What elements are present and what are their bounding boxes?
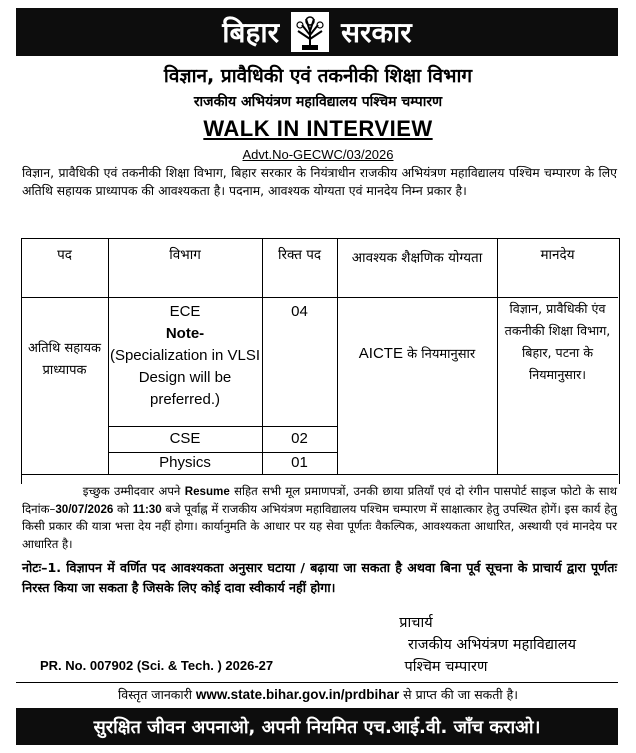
- vacancy-physics: 01: [291, 454, 308, 471]
- signature-college: राजकीय अभियंत्रण महाविद्यालय: [408, 637, 576, 653]
- ece-note-label: Note-: [165, 325, 205, 342]
- qualification-rule: के नियमानुसार: [402, 347, 476, 362]
- post-name: अतिथि सहायक प्राध्यापक: [27, 341, 102, 378]
- vacancy-ece: 04: [291, 303, 308, 320]
- header-right-text: सरकार: [341, 16, 412, 49]
- college-title: राजकीय अभियंत्रण महाविद्यालय पश्चिम चम्पारण: [193, 94, 443, 110]
- instructions-paragraph: [22, 483, 617, 553]
- ece-note-text: (Specialization in VLSI Design will be preferred.): [109, 347, 261, 408]
- signature-location: पश्चिम चम्पारण: [404, 659, 488, 675]
- instructions-text: इच्छुक उम्मीदवार अपने: [82, 484, 185, 498]
- footer-divider: [16, 682, 618, 683]
- pr-number: PR. No. 007902 (Sci. & Tech. ) 2026-27: [40, 658, 274, 673]
- walk-in-title: WALK IN INTERVIEW: [203, 116, 433, 141]
- instructions-text: सहित सभी मूल प्रमाणपत्रों, उनकी छाया प्रतियाँ एवं दो रंगीन पासपोर्ट साइज फोटो के साथ दिनांक–: [22, 484, 617, 516]
- signature-title: प्राचार्य: [399, 615, 433, 631]
- header-left-text: बिहार: [222, 16, 280, 49]
- table-bottom-border: [21, 474, 618, 475]
- department-title: विज्ञान, प्रावैधिकी एवं तकनीकी शिक्षा विभाग: [163, 65, 473, 87]
- vacancy-cse: 02: [291, 430, 308, 447]
- dept-ece-label: ECE: [169, 303, 201, 320]
- bodhi-tree-emblem-icon: [289, 11, 331, 53]
- footer-info: [0, 686, 636, 703]
- header-department: विभाग: [169, 247, 201, 263]
- advt-number: Advt.No-GECWC/03/2026: [242, 147, 394, 162]
- qualification-aicte: AICTE: [358, 345, 403, 362]
- footer-url-link[interactable]: www.state.bihar.gov.in/prdbihar: [195, 687, 400, 702]
- honorarium-cell: विज्ञान, प्रावैधिकी एंव तकनीकी शिक्षा विभाग, बिहार, पटना के नियमानुसार।: [504, 301, 611, 382]
- instructions-text: बजे पूर्वाह्न में राजकीय अभियंत्रण महाविद्यालय पश्चिम चम्पारण में साक्षात्कार हेतु उपस्थित होगें। इस कार्य हेतु किसी प्रकार की यात्रा भत्ता देय नहीं होगा। कार्यानुमति के आधार पर यह सेवा पूर्णतः वैकल्पिक, आवश्यकता आधारित, अस्थायी एवं मानदेय पर आधारित है।: [22, 501, 617, 551]
- footer-prefix: विस्तृत जानकारी: [118, 687, 196, 702]
- dept-physics: Physics: [159, 454, 211, 471]
- instructions-text: को: [113, 501, 133, 516]
- header-qualification: आवश्यक शैक्षणिक योग्यता: [351, 250, 483, 266]
- interview-date: 30/07/2026: [55, 502, 114, 516]
- interview-time: 11:30: [132, 502, 162, 516]
- header-vacancy: रिक्त पद: [277, 247, 322, 263]
- dept-ece: [108, 301, 262, 411]
- intro-paragraph: विज्ञान, प्रावैधिकी एवं तकनीकी शिक्षा विभाग, बिहार सरकार के नियंत्राधीन राजकीय अभियंत्रण महाविद्यालय पश्चिम चम्पारण के लिए अतिथि सहायक प्राध्यापक की आवश्यकता है। पदनाम, आवश्यक योग्यता एवं मानदेय निम्न प्रकार है।: [22, 165, 617, 198]
- footer-suffix: से प्राप्त की जा सकती है।: [399, 687, 518, 702]
- resume-word: Resume: [184, 485, 230, 498]
- table-row-divider: [108, 426, 337, 427]
- header-post: पद: [57, 247, 72, 263]
- qualification-cell: [337, 343, 497, 366]
- header-honorarium: मानदेय: [540, 247, 575, 263]
- dept-cse: CSE: [169, 430, 201, 447]
- header-band: [16, 8, 618, 56]
- slogan-band: [16, 708, 618, 745]
- note-paragraph: नोटः–1. विज्ञापन में वर्णित पद आवश्यकता अनुसार घटाया / बढ़ाया जा सकता है अथवा बिना पूर्व सूचना के प्राचार्य द्वारा पूर्णतः निरस्त किया जा सकता है जिसके लिए कोई दावा स्वीकार्य नहीं होगा।: [22, 560, 617, 595]
- slogan-text: सुरक्षित जीवन अपनाओ, अपनी नियमित एच.आई.वी. जाँच कराओ।: [93, 716, 541, 738]
